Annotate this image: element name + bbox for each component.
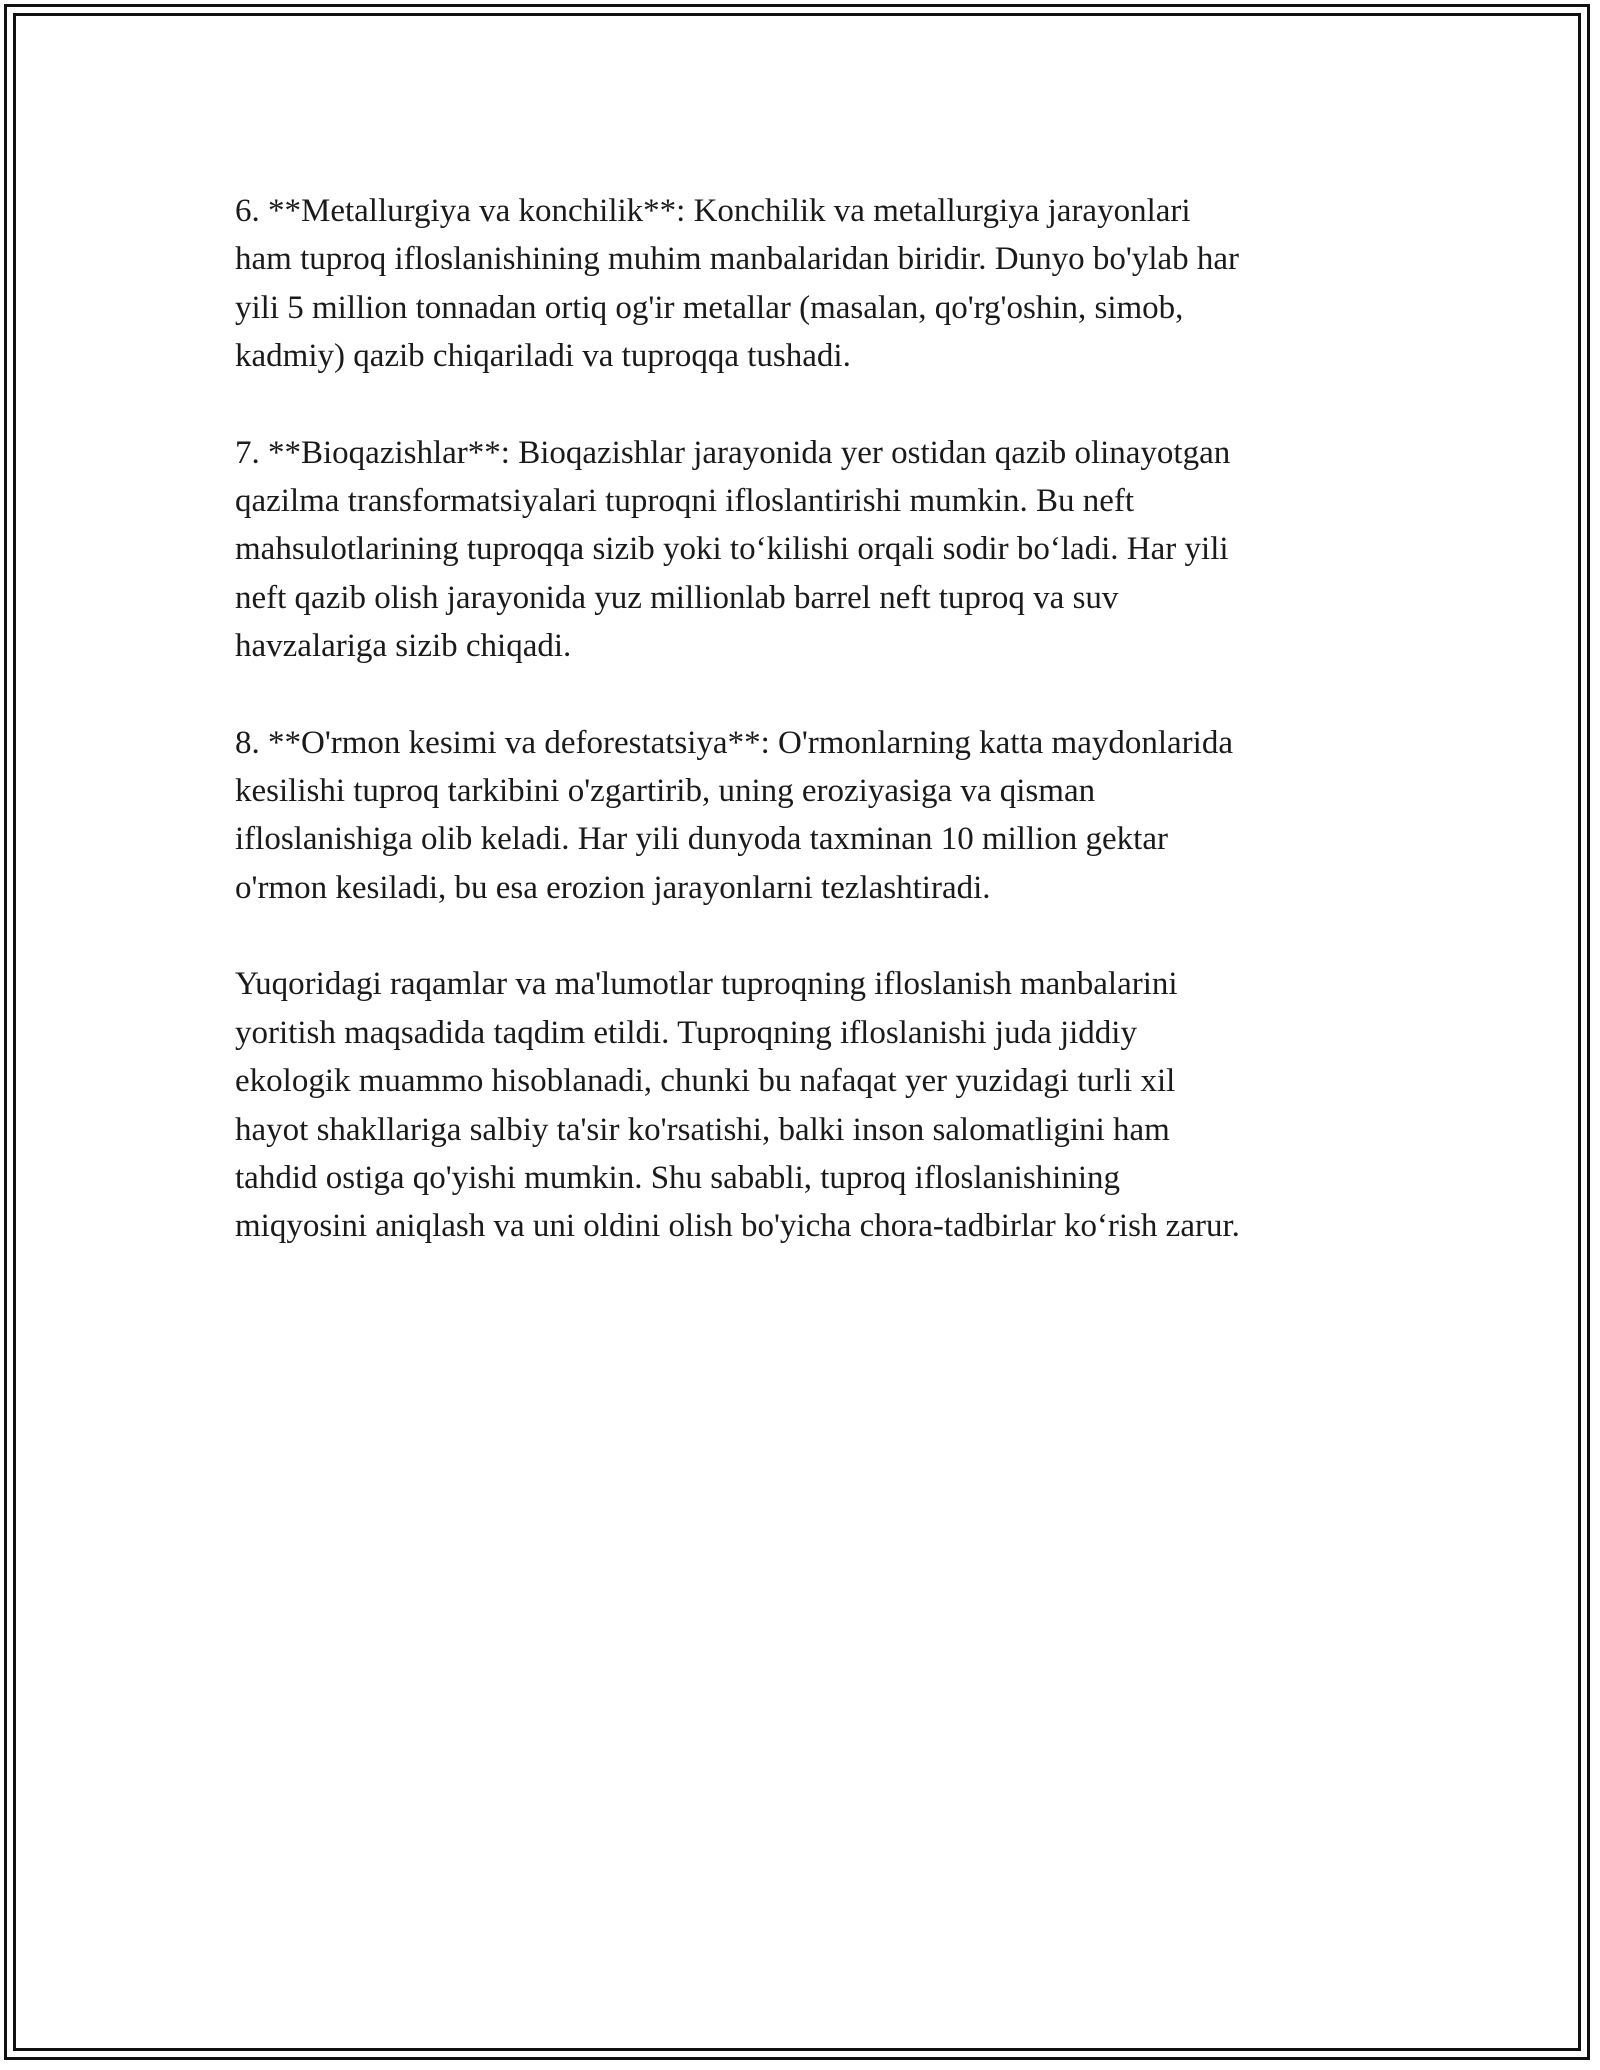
text-line: qazilma transformatsiyalari tuproqni ifloslantirishi mumkin. Bu neft <box>235 483 1135 520</box>
text-line: ham tuproq ifloslanishining muhim manbalaridan biridir. Dunyo bo'ylab har <box>235 241 1240 278</box>
text-line: havzalariga sizib chiqadi. <box>235 628 572 665</box>
text-line: kadmiy) qazib chiqariladi va tuproqqa tushadi. <box>235 338 851 375</box>
text-line: hayot shakllariga salbiy ta'sir ko'rsatishi, balki inson salomatligini ham <box>235 1111 1170 1148</box>
text-line: kesilishi tuproq tarkibini o'zgartirib, uning eroziyasiga va qisman <box>235 773 1096 810</box>
text-line: miqyosini aniqlash va uni oldini olish bo'yicha chora-tadbirlar ko‘rish zarur. <box>235 1208 1240 1245</box>
text-line: 8. **O'rmon kesimi va deforestatsiya**: O'rmonlarning katta maydonlarida <box>235 724 1233 761</box>
text-line: yoritish maqsadida taqdim etildi. Tuproqning ifloslanishi juda jiddiy <box>235 1014 1137 1051</box>
text-line: yili 5 million tonnadan ortiq og'ir metallar (masalan, qo'rg'oshin, simob, <box>235 289 1184 326</box>
text-line: o'rmon kesiladi, bu esa erozion jarayonlarni tezlashtiradi. <box>235 869 991 906</box>
paragraph-metallurgy <box>235 187 1365 381</box>
text-line: Yuqoridagi raqamlar va ma'lumotlar tuproqning ifloslanish manbalarini <box>235 966 1178 1003</box>
text-line: tahdid ostiga qo'yishi mumkin. Shu sababli, tuproq ifloslanishining <box>235 1159 1121 1196</box>
text-line: mahsulotlarining tuproqqa sizib yoki to‘kilishi orqali sodir bo‘ladi. Har yili <box>235 531 1229 568</box>
text-line: 6. **Metallurgiya va konchilik**: Konchilik va metallurgiya jarayonlari <box>235 193 1191 229</box>
paragraph-bioexcavation <box>235 429 1365 671</box>
text-line: neft qazib olish jarayonida yuz millionlab barrel neft tuproq va suv <box>235 579 1119 616</box>
text-line: ifloslanishiga olib keladi. Har yili dunyoda taxminan 10 million gektar <box>235 821 1168 858</box>
document-body <box>235 187 1365 1299</box>
paragraph-conclusion <box>235 960 1365 1250</box>
text-line: ekologik muammo hisoblanadi, chunki bu nafaqat yer yuzidagi turli xil <box>235 1063 1176 1100</box>
text-line: 7. **Bioqazishlar**: Bioqazishlar jarayonida yer ostidan qazib olinayotgan <box>235 434 1231 471</box>
paragraph-deforestation <box>235 719 1365 913</box>
